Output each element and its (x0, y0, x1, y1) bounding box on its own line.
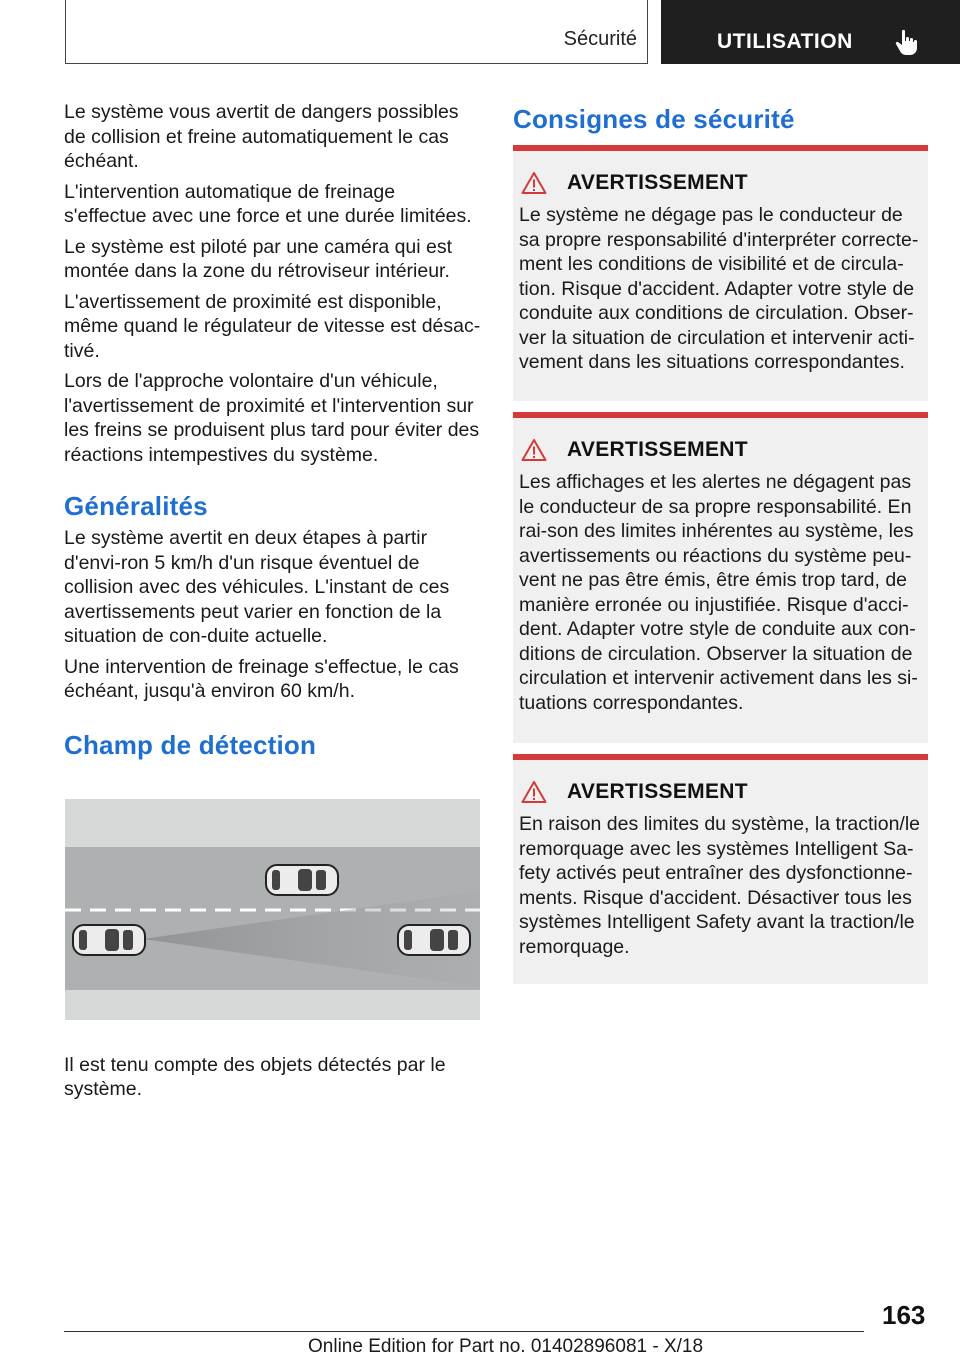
header-chapter-label: UTILISATION (717, 30, 853, 53)
footer-divider (64, 1331, 864, 1332)
warning-header (521, 780, 928, 804)
generalites-paragraph: Une intervention de freinage s'effectue, le cas échéant, jusqu'à environ 60 km/h. (64, 655, 459, 702)
ego-car-icon (73, 925, 145, 955)
header-section-title: Sécurité (563, 28, 637, 50)
generalites-paragraph: Le système avertit en deux étapes à partir d'envi-ron 5 km/h d'un risque éventuel de collision avec des véhicules. L'instant de ces avertissements peut varier en fonction de la situation de con-duite actuelle. (64, 527, 450, 647)
detection-field-svg (65, 799, 480, 1020)
warning-triangle-icon (521, 171, 547, 195)
vehicle-icon (266, 865, 338, 895)
warning-text: Le système ne dégage pas le conducteur de sa propre responsabilité d'interpréter correcte-ment les conditions de visibilité et de circula-tion. Risque d'accident. Adapter votre style de conduite aux conditions de circulation. Obser-ver la situation de circulation et intervenir acti-vement dans les situations correspondantes. (519, 204, 919, 373)
warning-title: AVERTISSEMENT (567, 171, 748, 194)
warning-box (513, 145, 928, 401)
warning-text: Les affichages et les alertes ne dégagent pas le conducteur de sa propre responsabilité. En rai-son des limites inhérentes au système, les avertissements ou réactions du système peu-vent ne pas être émis, être émis trop tard, de manière erronée ou injustifiée. Risque d'acci-dent. Adapter votre style de conduite aux con-ditions de circulation. Observer la situation de circulation et intervenir activement dans les si-tuations correspondantes. (519, 471, 918, 714)
detection-heading: Champ de détection (64, 729, 317, 760)
header-section-box (65, 0, 648, 64)
warning-title: AVERTISSEMENT (567, 438, 748, 461)
warning-triangle-icon (521, 438, 547, 462)
page-number: 163 (882, 1300, 926, 1330)
warning-header (521, 171, 928, 195)
warning-triangle-icon (521, 780, 547, 804)
safety-heading: Consignes de sécurité (513, 104, 795, 134)
warning-box (513, 412, 928, 743)
intro-paragraph: Lors de l'approche volontaire d'un véhicule, l'avertissement de proximité et l'intervention sur les freins se produisent plus tard pour éviter des réactions intempestives du système. (64, 370, 480, 466)
vehicle-icon (398, 925, 470, 955)
warning-header (521, 438, 928, 462)
figure-caption: Il est tenu compte des objets détectés par le système. (64, 1053, 446, 1100)
warning-box (513, 754, 928, 984)
hand-pointer-icon (893, 28, 921, 56)
footer-edition: Online Edition for Part no. 01402896081 - X/18 (308, 1336, 704, 1357)
intro-paragraph: Le système est piloté par une caméra qui est montée dans la zone du rétroviseur intérieur. (64, 235, 453, 282)
generalites-heading: Généralités (64, 491, 208, 521)
warning-text: En raison des limites du système, la traction/le remorquage avec les systèmes Intelligent Sa-fety activés peut entraîner des dysfonctionne-ments. Risque d'accident. Désactiver tous les systèmes Intelligent Safety avant la traction/le remorquage. (519, 813, 921, 958)
detection-field-illustration (65, 799, 480, 1020)
warning-title: AVERTISSEMENT (567, 780, 748, 803)
left-column (64, 100, 482, 761)
intro-paragraph: Le système vous avertit de dangers possibles de collision et freine automatiquement le cas échéant. (64, 101, 459, 172)
intro-paragraph: L'avertissement de proximité est disponible, même quand le régulateur de vitesse est désac-tivé. (64, 290, 481, 362)
intro-paragraph: L'intervention automatique de freinage s'effectue avec une force et une durée limitées. (64, 180, 472, 227)
